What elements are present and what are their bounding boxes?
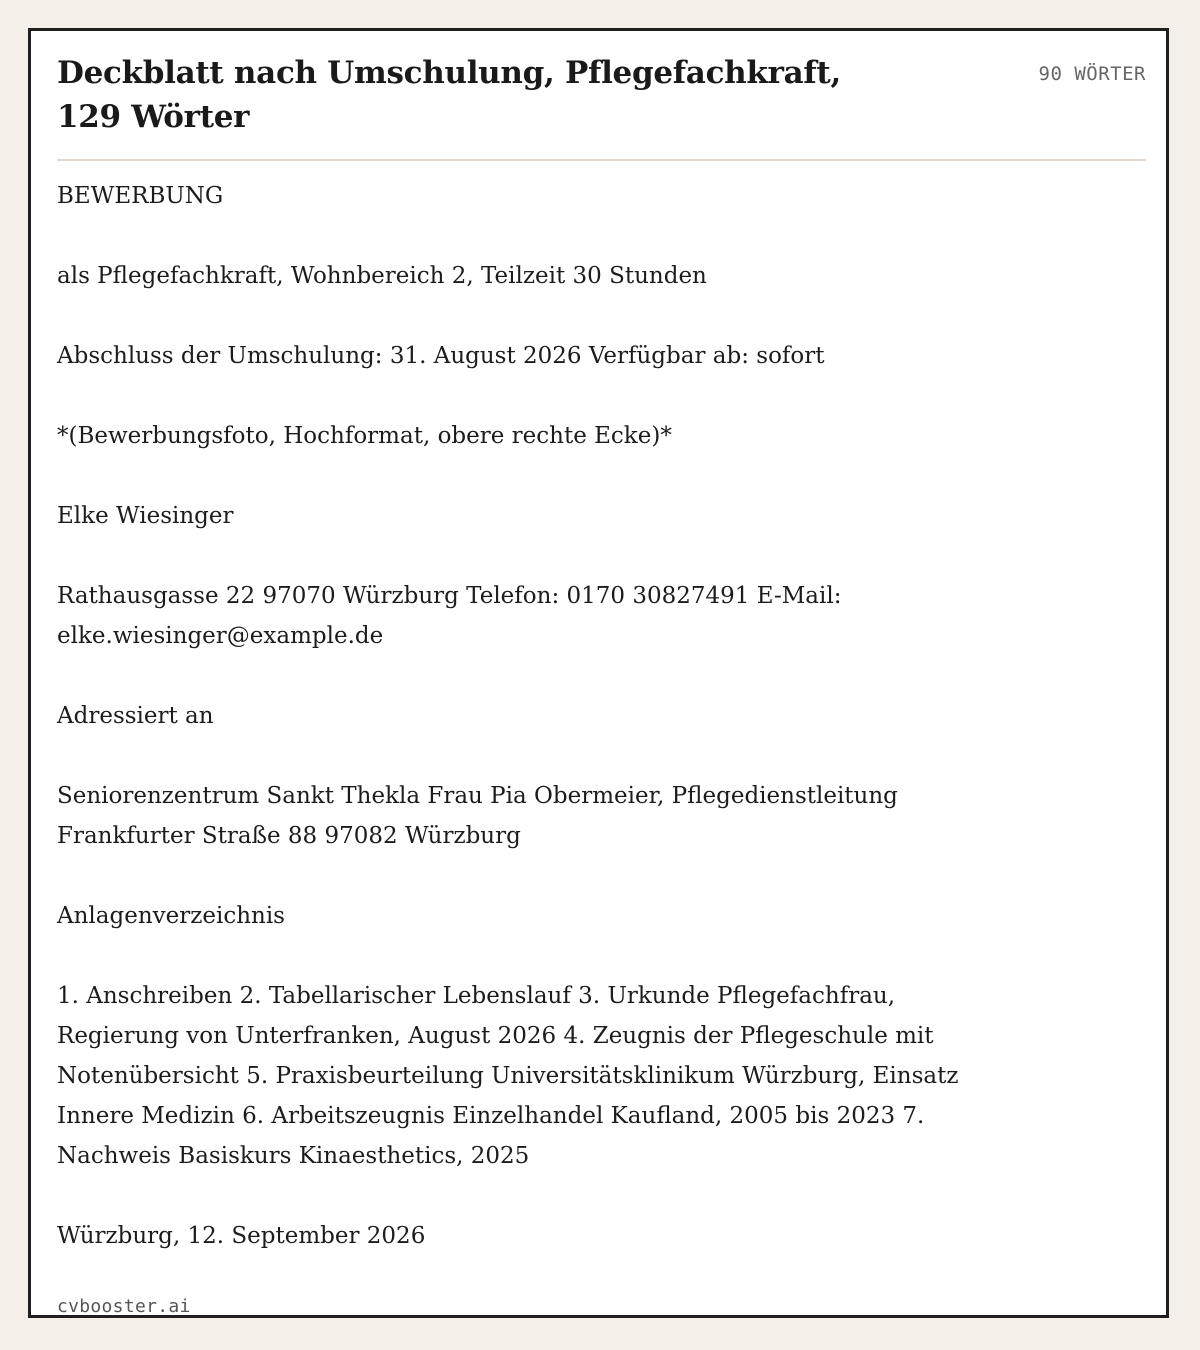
document-card — [28, 28, 1169, 1318]
document-title: Deckblatt nach Umschulung, Pflegefachkraft, 129 Wörter — [57, 55, 841, 135]
availability-line: Abschluss der Umschulung: 31. August 2026 Verfügbar ab: sofort — [57, 343, 825, 369]
applicant-contact: Rathausgasse 22 97070 Würzburg Telefon: 0170 30827491 E-Mail: elke.wiesinger@example.de — [57, 583, 842, 649]
attachments-list: 1. Anschreiben 2. Tabellarischer Lebenslauf 3. Urkunde Pflegefachfrau, Regierung von Unterfranken, August 2026 4. Zeugnis der Pflegeschule mit Notenübersicht 5. Praxisbeurteilung Universitätsklinikum Würzburg, Einsatz Innere Medizin 6. Arbeitszeugnis Einzelhandel Kaufland, 2005 bis 2023 7. Nachweis Basiskurs Kinaesthetics, 2025 — [57, 983, 959, 1169]
photo-placeholder-note: *(Bewerbungsfoto, Hochformat, obere rechte Ecke)* — [57, 423, 672, 449]
recipient-address: Seniorenzentrum Sankt Thekla Frau Pia Obermeier, Pflegedienstleitung Frankfurter Straße 88 97082 Würzburg — [57, 783, 898, 849]
document-body — [57, 176, 997, 1296]
applicant-name: Elke Wiesinger — [57, 503, 234, 529]
word-count-badge: 90 WÖRTER — [1038, 63, 1146, 85]
brand-footer: cvbooster.ai — [57, 1296, 191, 1317]
addressed-to-label: Adressiert an — [57, 703, 214, 729]
document-header — [57, 51, 1146, 161]
place-date-line: Würzburg, 12. September 2026 — [57, 1223, 426, 1249]
attachments-heading: Anlagenverzeichnis — [57, 903, 285, 929]
heading-bewerbung: BEWERBUNG — [57, 183, 224, 209]
position-line: als Pflegefachkraft, Wohnbereich 2, Teilzeit 30 Stunden — [57, 263, 707, 289]
